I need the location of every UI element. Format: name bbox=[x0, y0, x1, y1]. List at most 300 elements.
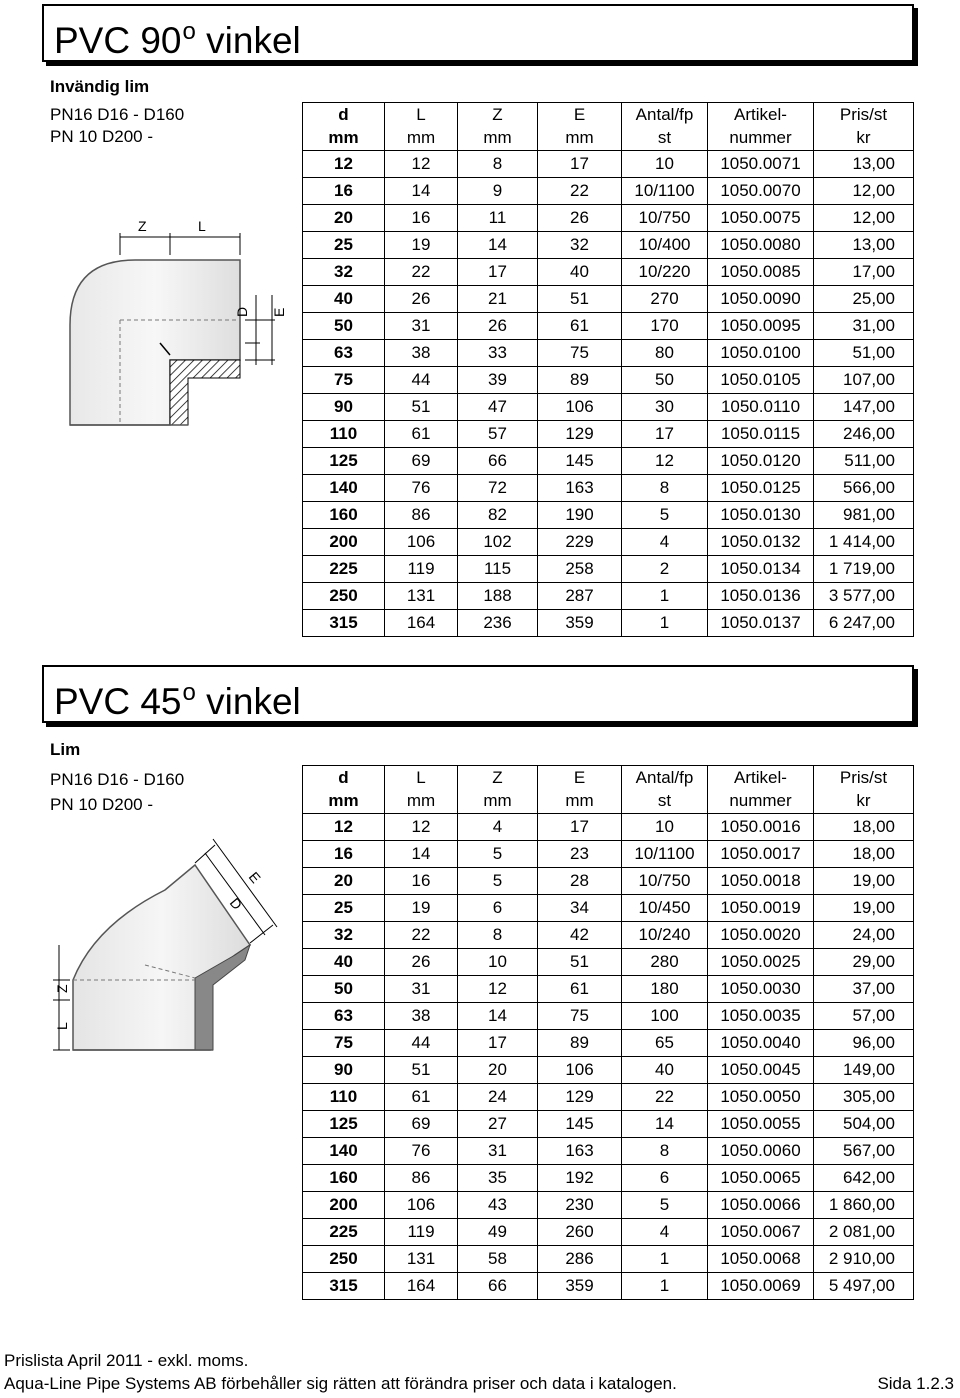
cell-artikel: 1050.0090 bbox=[708, 286, 814, 313]
table-header-row-2 bbox=[303, 127, 914, 151]
cell-pris: 17,00 bbox=[814, 259, 914, 286]
table-row bbox=[303, 448, 914, 475]
cell-d: 125 bbox=[303, 1111, 385, 1138]
cell-artikel: 1050.0068 bbox=[708, 1246, 814, 1273]
cell-d: 75 bbox=[303, 367, 385, 394]
cell-d: 50 bbox=[303, 313, 385, 340]
cell-e: 129 bbox=[538, 421, 622, 448]
cell-pris: 149,00 bbox=[814, 1057, 914, 1084]
cell-d: 16 bbox=[303, 841, 385, 868]
cell-e: 163 bbox=[538, 1138, 622, 1165]
cell-antal: 30 bbox=[622, 394, 708, 421]
cell-artikel: 1050.0095 bbox=[708, 313, 814, 340]
table-row bbox=[303, 1003, 914, 1030]
cell-e: 34 bbox=[538, 895, 622, 922]
cell-z: 57 bbox=[458, 421, 538, 448]
table-row bbox=[303, 421, 914, 448]
cell-pris: 2 910,00 bbox=[814, 1246, 914, 1273]
spec-pn16-90: PN16 D16 - D160 bbox=[50, 105, 185, 124]
cell-z: 35 bbox=[458, 1165, 538, 1192]
dim-l-label-45: L bbox=[54, 1022, 70, 1030]
table-header-row-2 bbox=[303, 790, 914, 814]
header-unit-e: mm bbox=[538, 790, 622, 814]
table-row bbox=[303, 1165, 914, 1192]
cell-artikel: 1050.0016 bbox=[708, 814, 814, 841]
cell-pris: 3 577,00 bbox=[814, 583, 914, 610]
cell-z: 82 bbox=[458, 502, 538, 529]
table-body-90 bbox=[303, 151, 914, 637]
cell-artikel: 1050.0018 bbox=[708, 868, 814, 895]
table-body-45 bbox=[303, 814, 914, 1300]
table-row bbox=[303, 1138, 914, 1165]
table-row bbox=[303, 367, 914, 394]
cell-d: 160 bbox=[303, 1165, 385, 1192]
cell-z: 8 bbox=[458, 922, 538, 949]
cell-pris: 511,00 bbox=[814, 448, 914, 475]
cell-artikel: 1050.0025 bbox=[708, 949, 814, 976]
cell-z: 12 bbox=[458, 976, 538, 1003]
cell-z: 6 bbox=[458, 895, 538, 922]
cell-d: 315 bbox=[303, 1273, 385, 1300]
cell-l: 38 bbox=[385, 1003, 458, 1030]
dim-d-label-45: D bbox=[226, 894, 246, 913]
cell-l: 44 bbox=[385, 1030, 458, 1057]
cell-z: 5 bbox=[458, 841, 538, 868]
cell-antal: 17 bbox=[622, 421, 708, 448]
cell-artikel: 1050.0115 bbox=[708, 421, 814, 448]
cell-d: 225 bbox=[303, 556, 385, 583]
cell-pris: 96,00 bbox=[814, 1030, 914, 1057]
cell-pris: 25,00 bbox=[814, 286, 914, 313]
cell-d: 20 bbox=[303, 205, 385, 232]
cell-e: 258 bbox=[538, 556, 622, 583]
header-d: d bbox=[303, 103, 385, 127]
table-row bbox=[303, 610, 914, 637]
cell-l: 86 bbox=[385, 1165, 458, 1192]
dim-z-label-45: Z bbox=[54, 984, 70, 993]
cell-artikel: 1050.0125 bbox=[708, 475, 814, 502]
cell-antal: 10/750 bbox=[622, 205, 708, 232]
cell-l: 69 bbox=[385, 448, 458, 475]
cell-d: 40 bbox=[303, 286, 385, 313]
header-unit-d: mm bbox=[303, 127, 385, 151]
title-box-90 bbox=[42, 4, 914, 62]
cell-z: 24 bbox=[458, 1084, 538, 1111]
cell-artikel: 1050.0020 bbox=[708, 922, 814, 949]
cell-e: 129 bbox=[538, 1084, 622, 1111]
table-row bbox=[303, 475, 914, 502]
cell-d: 110 bbox=[303, 421, 385, 448]
cell-pris: 29,00 bbox=[814, 949, 914, 976]
cell-pris: 6 247,00 bbox=[814, 610, 914, 637]
cell-artikel: 1050.0136 bbox=[708, 583, 814, 610]
cell-z: 5 bbox=[458, 868, 538, 895]
cell-l: 164 bbox=[385, 1273, 458, 1300]
cell-l: 14 bbox=[385, 178, 458, 205]
cell-l: 119 bbox=[385, 1219, 458, 1246]
table-header-row-1 bbox=[303, 103, 914, 127]
cell-e: 145 bbox=[538, 448, 622, 475]
cell-z: 14 bbox=[458, 232, 538, 259]
cell-antal: 10/240 bbox=[622, 922, 708, 949]
cell-pris: 147,00 bbox=[814, 394, 914, 421]
table-row bbox=[303, 1030, 914, 1057]
cell-artikel: 1050.0070 bbox=[708, 178, 814, 205]
cell-e: 75 bbox=[538, 340, 622, 367]
cell-antal: 1 bbox=[622, 610, 708, 637]
table-row bbox=[303, 529, 914, 556]
header-e: E bbox=[538, 766, 622, 790]
table-row bbox=[303, 841, 914, 868]
cell-l: 131 bbox=[385, 583, 458, 610]
header-unit-pris: kr bbox=[814, 127, 914, 151]
cell-z: 10 bbox=[458, 949, 538, 976]
cell-antal: 5 bbox=[622, 502, 708, 529]
cell-antal: 1 bbox=[622, 1246, 708, 1273]
table-row bbox=[303, 814, 914, 841]
table-row bbox=[303, 1246, 914, 1273]
table-row bbox=[303, 151, 914, 178]
cell-e: 17 bbox=[538, 151, 622, 178]
table-row bbox=[303, 286, 914, 313]
cell-e: 163 bbox=[538, 475, 622, 502]
cell-z: 188 bbox=[458, 583, 538, 610]
header-d: d bbox=[303, 766, 385, 790]
cell-e: 23 bbox=[538, 841, 622, 868]
cell-antal: 10/400 bbox=[622, 232, 708, 259]
cell-e: 51 bbox=[538, 286, 622, 313]
cell-d: 63 bbox=[303, 340, 385, 367]
cell-artikel: 1050.0132 bbox=[708, 529, 814, 556]
cell-l: 106 bbox=[385, 1192, 458, 1219]
cell-artikel: 1050.0017 bbox=[708, 841, 814, 868]
table-row bbox=[303, 895, 914, 922]
cell-d: 75 bbox=[303, 1030, 385, 1057]
cell-d: 63 bbox=[303, 1003, 385, 1030]
cell-pris: 12,00 bbox=[814, 178, 914, 205]
cell-artikel: 1050.0134 bbox=[708, 556, 814, 583]
cell-pris: 2 081,00 bbox=[814, 1219, 914, 1246]
cell-pris: 19,00 bbox=[814, 868, 914, 895]
cell-antal: 10 bbox=[622, 151, 708, 178]
header-unit-pris: kr bbox=[814, 790, 914, 814]
cell-l: 16 bbox=[385, 868, 458, 895]
cell-z: 14 bbox=[458, 1003, 538, 1030]
cell-pris: 1 414,00 bbox=[814, 529, 914, 556]
cell-z: 9 bbox=[458, 178, 538, 205]
cell-l: 44 bbox=[385, 367, 458, 394]
cell-l: 26 bbox=[385, 286, 458, 313]
cell-antal: 270 bbox=[622, 286, 708, 313]
page-title-45: PVC 45$^o$ vinkel bbox=[54, 679, 301, 722]
cell-e: 106 bbox=[538, 1057, 622, 1084]
cell-antal: 1 bbox=[622, 583, 708, 610]
cell-e: 260 bbox=[538, 1219, 622, 1246]
cell-z: 115 bbox=[458, 556, 538, 583]
cell-antal: 80 bbox=[622, 340, 708, 367]
cell-e: 359 bbox=[538, 610, 622, 637]
cell-d: 125 bbox=[303, 448, 385, 475]
table-row bbox=[303, 259, 914, 286]
table-row bbox=[303, 868, 914, 895]
cell-e: 17 bbox=[538, 814, 622, 841]
cell-d: 140 bbox=[303, 1138, 385, 1165]
table-header-row-1 bbox=[303, 766, 914, 790]
header-unit-l: mm bbox=[385, 790, 458, 814]
table-row bbox=[303, 1111, 914, 1138]
header-unit-e: mm bbox=[538, 127, 622, 151]
table-row bbox=[303, 178, 914, 205]
header-artikel: Artikel- bbox=[708, 766, 814, 790]
dim-d-label-90: D bbox=[234, 306, 250, 317]
cell-e: 61 bbox=[538, 313, 622, 340]
table-row bbox=[303, 976, 914, 1003]
cell-artikel: 1050.0085 bbox=[708, 259, 814, 286]
cell-pris: 19,00 bbox=[814, 895, 914, 922]
spec-pn10-90: PN 10 D200 - bbox=[50, 127, 153, 146]
cell-z: 11 bbox=[458, 205, 538, 232]
cell-artikel: 1050.0120 bbox=[708, 448, 814, 475]
cell-antal: 5 bbox=[622, 1192, 708, 1219]
table-row bbox=[303, 205, 914, 232]
cell-z: 17 bbox=[458, 1030, 538, 1057]
cell-l: 38 bbox=[385, 340, 458, 367]
cell-l: 14 bbox=[385, 841, 458, 868]
dim-z-label-90: Z bbox=[138, 218, 147, 234]
table-row bbox=[303, 1219, 914, 1246]
cell-pris: 51,00 bbox=[814, 340, 914, 367]
cell-z: 102 bbox=[458, 529, 538, 556]
cell-d: 12 bbox=[303, 151, 385, 178]
cell-l: 12 bbox=[385, 814, 458, 841]
cell-l: 12 bbox=[385, 151, 458, 178]
cell-l: 69 bbox=[385, 1111, 458, 1138]
cell-antal: 10/750 bbox=[622, 868, 708, 895]
table-row bbox=[303, 394, 914, 421]
cell-pris: 107,00 bbox=[814, 367, 914, 394]
table-row bbox=[303, 313, 914, 340]
cell-z: 58 bbox=[458, 1246, 538, 1273]
cell-e: 359 bbox=[538, 1273, 622, 1300]
cell-artikel: 1050.0130 bbox=[708, 502, 814, 529]
cell-pris: 13,00 bbox=[814, 232, 914, 259]
table-row bbox=[303, 232, 914, 259]
cell-z: 49 bbox=[458, 1219, 538, 1246]
cell-z: 39 bbox=[458, 367, 538, 394]
cell-artikel: 1050.0080 bbox=[708, 232, 814, 259]
cell-antal: 1 bbox=[622, 1273, 708, 1300]
cell-l: 76 bbox=[385, 475, 458, 502]
cell-antal: 22 bbox=[622, 1084, 708, 1111]
cell-e: 287 bbox=[538, 583, 622, 610]
page-title-90: PVC 90$^o$ vinkel bbox=[54, 18, 301, 61]
cell-pris: 1 860,00 bbox=[814, 1192, 914, 1219]
elbow-90-diagram bbox=[50, 215, 290, 430]
cell-d: 16 bbox=[303, 178, 385, 205]
cell-e: 42 bbox=[538, 922, 622, 949]
table-row bbox=[303, 502, 914, 529]
cell-pris: 18,00 bbox=[814, 814, 914, 841]
cell-z: 20 bbox=[458, 1057, 538, 1084]
cell-z: 4 bbox=[458, 814, 538, 841]
cell-pris: 31,00 bbox=[814, 313, 914, 340]
cell-artikel: 1050.0075 bbox=[708, 205, 814, 232]
cell-artikel: 1050.0055 bbox=[708, 1111, 814, 1138]
cell-pris: 37,00 bbox=[814, 976, 914, 1003]
cell-z: 17 bbox=[458, 259, 538, 286]
cell-e: 229 bbox=[538, 529, 622, 556]
cell-artikel: 1050.0137 bbox=[708, 610, 814, 637]
cell-e: 89 bbox=[538, 1030, 622, 1057]
cell-antal: 100 bbox=[622, 1003, 708, 1030]
cell-d: 50 bbox=[303, 976, 385, 1003]
cell-e: 145 bbox=[538, 1111, 622, 1138]
cell-artikel: 1050.0066 bbox=[708, 1192, 814, 1219]
cell-e: 106 bbox=[538, 394, 622, 421]
cell-l: 131 bbox=[385, 1246, 458, 1273]
cell-d: 225 bbox=[303, 1219, 385, 1246]
cell-antal: 4 bbox=[622, 529, 708, 556]
cell-z: 72 bbox=[458, 475, 538, 502]
cell-pris: 5 497,00 bbox=[814, 1273, 914, 1300]
footer-pricelist-date: Prislista April 2011 - exkl. moms. bbox=[4, 1351, 249, 1370]
cell-l: 31 bbox=[385, 313, 458, 340]
cell-d: 32 bbox=[303, 259, 385, 286]
cell-d: 160 bbox=[303, 502, 385, 529]
cell-artikel: 1050.0045 bbox=[708, 1057, 814, 1084]
cell-l: 26 bbox=[385, 949, 458, 976]
cell-artikel: 1050.0035 bbox=[708, 1003, 814, 1030]
footer-disclaimer: Aqua-Line Pipe Systems AB förbehåller sig rätten att förändra priser och data i katalogen. bbox=[4, 1374, 677, 1393]
cell-pris: 981,00 bbox=[814, 502, 914, 529]
page-number: Sida 1.2.3 bbox=[877, 1374, 954, 1393]
cell-z: 66 bbox=[458, 448, 538, 475]
cell-antal: 8 bbox=[622, 1138, 708, 1165]
cell-l: 19 bbox=[385, 232, 458, 259]
cell-artikel: 1050.0071 bbox=[708, 151, 814, 178]
cell-antal: 10/220 bbox=[622, 259, 708, 286]
cell-l: 19 bbox=[385, 895, 458, 922]
cell-z: 236 bbox=[458, 610, 538, 637]
cell-d: 250 bbox=[303, 583, 385, 610]
cell-antal: 12 bbox=[622, 448, 708, 475]
cell-l: 31 bbox=[385, 976, 458, 1003]
cell-z: 31 bbox=[458, 1138, 538, 1165]
cell-antal: 10 bbox=[622, 814, 708, 841]
cell-l: 119 bbox=[385, 556, 458, 583]
cell-pris: 642,00 bbox=[814, 1165, 914, 1192]
cell-e: 89 bbox=[538, 367, 622, 394]
cell-antal: 10/1100 bbox=[622, 841, 708, 868]
cell-pris: 567,00 bbox=[814, 1138, 914, 1165]
cell-l: 22 bbox=[385, 259, 458, 286]
cell-antal: 2 bbox=[622, 556, 708, 583]
header-unit-antal: st bbox=[622, 127, 708, 151]
cell-antal: 10/450 bbox=[622, 895, 708, 922]
header-artikel: Artikel- bbox=[708, 103, 814, 127]
spec-pn10-45: PN 10 D200 - bbox=[50, 795, 153, 814]
cell-e: 51 bbox=[538, 949, 622, 976]
table-row bbox=[303, 1273, 914, 1300]
cell-artikel: 1050.0040 bbox=[708, 1030, 814, 1057]
cell-z: 27 bbox=[458, 1111, 538, 1138]
cell-antal: 4 bbox=[622, 1219, 708, 1246]
cell-antal: 65 bbox=[622, 1030, 708, 1057]
cell-d: 90 bbox=[303, 1057, 385, 1084]
table-row bbox=[303, 1192, 914, 1219]
cell-pris: 57,00 bbox=[814, 1003, 914, 1030]
cell-pris: 504,00 bbox=[814, 1111, 914, 1138]
cell-e: 32 bbox=[538, 232, 622, 259]
cell-pris: 1 719,00 bbox=[814, 556, 914, 583]
table-row bbox=[303, 556, 914, 583]
header-unit-z: mm bbox=[458, 127, 538, 151]
cell-d: 315 bbox=[303, 610, 385, 637]
cell-z: 26 bbox=[458, 313, 538, 340]
cell-e: 230 bbox=[538, 1192, 622, 1219]
cell-l: 61 bbox=[385, 421, 458, 448]
price-table-45 bbox=[302, 765, 914, 1300]
cell-l: 76 bbox=[385, 1138, 458, 1165]
header-antal: Antal/fp bbox=[622, 103, 708, 127]
cell-pris: 246,00 bbox=[814, 421, 914, 448]
cell-l: 106 bbox=[385, 529, 458, 556]
title-box-45 bbox=[42, 665, 914, 723]
cell-antal: 6 bbox=[622, 1165, 708, 1192]
spec-pn16-45: PN16 D16 - D160 bbox=[50, 770, 185, 789]
cell-d: 20 bbox=[303, 868, 385, 895]
cell-e: 286 bbox=[538, 1246, 622, 1273]
cell-l: 61 bbox=[385, 1084, 458, 1111]
header-unit-antal: st bbox=[622, 790, 708, 814]
cell-z: 33 bbox=[458, 340, 538, 367]
cell-l: 22 bbox=[385, 922, 458, 949]
cell-pris: 566,00 bbox=[814, 475, 914, 502]
cell-pris: 12,00 bbox=[814, 205, 914, 232]
header-l: L bbox=[385, 103, 458, 127]
table-row bbox=[303, 340, 914, 367]
cell-l: 16 bbox=[385, 205, 458, 232]
cell-e: 192 bbox=[538, 1165, 622, 1192]
cell-antal: 50 bbox=[622, 367, 708, 394]
cell-antal: 40 bbox=[622, 1057, 708, 1084]
table-row bbox=[303, 1057, 914, 1084]
dim-e-label-45: E bbox=[245, 868, 264, 887]
cell-pris: 18,00 bbox=[814, 841, 914, 868]
cell-l: 51 bbox=[385, 1057, 458, 1084]
cell-artikel: 1050.0019 bbox=[708, 895, 814, 922]
header-pris: Pris/st bbox=[814, 766, 914, 790]
cell-artikel: 1050.0060 bbox=[708, 1138, 814, 1165]
cell-z: 21 bbox=[458, 286, 538, 313]
cell-antal: 280 bbox=[622, 949, 708, 976]
cell-e: 26 bbox=[538, 205, 622, 232]
cell-artikel: 1050.0110 bbox=[708, 394, 814, 421]
header-unit-d: mm bbox=[303, 790, 385, 814]
header-z: Z bbox=[458, 766, 538, 790]
cell-l: 164 bbox=[385, 610, 458, 637]
price-table-90 bbox=[302, 102, 914, 637]
cell-d: 140 bbox=[303, 475, 385, 502]
header-unit-z: mm bbox=[458, 790, 538, 814]
header-unit-l: mm bbox=[385, 127, 458, 151]
section-label-90: Invändig lim bbox=[50, 77, 150, 96]
cell-d: 25 bbox=[303, 895, 385, 922]
cell-e: 75 bbox=[538, 1003, 622, 1030]
cell-artikel: 1050.0065 bbox=[708, 1165, 814, 1192]
cell-z: 47 bbox=[458, 394, 538, 421]
header-z: Z bbox=[458, 103, 538, 127]
